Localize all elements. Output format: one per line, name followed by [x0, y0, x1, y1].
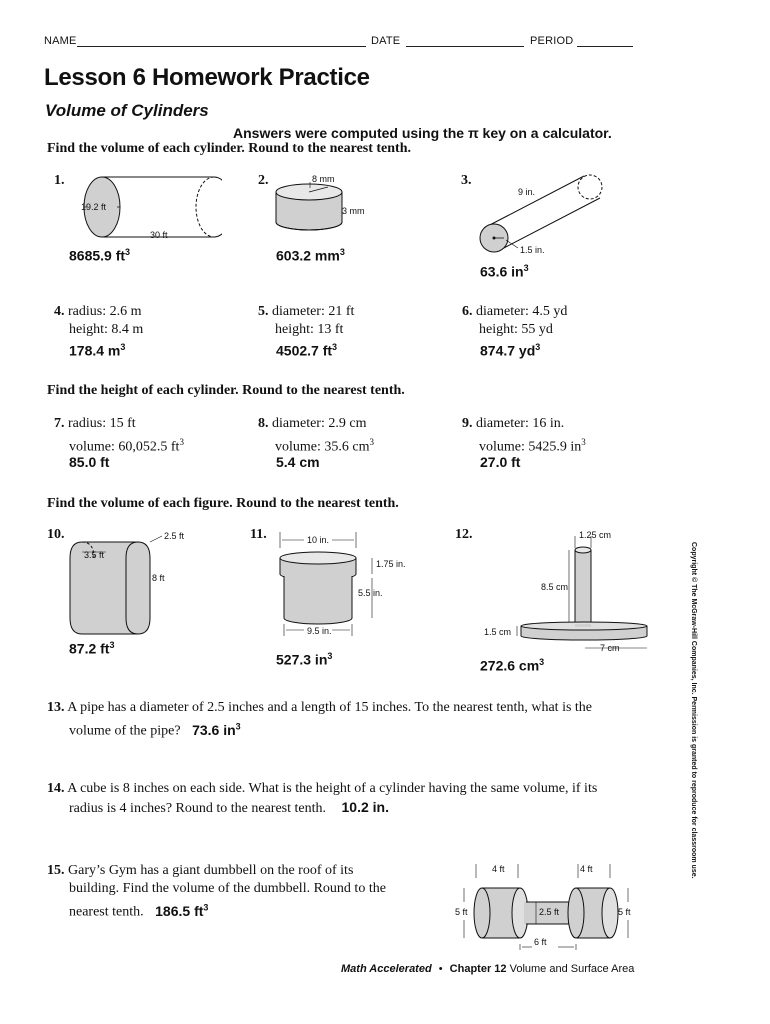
problem-9: 9. diameter: 16 in. volume: 5425.9 $in^3$ — [462, 416, 586, 455]
problem-10-width: 3.5 ft — [84, 550, 105, 560]
problem-7-answer: 85.0 ft — [69, 454, 110, 470]
problem-2-number: 2. — [258, 173, 269, 188]
page-subtitle: Volume of Cylinders — [45, 101, 209, 120]
problem-12-base-height: 1.5 cm — [484, 627, 512, 637]
problem-12-post-width: 1.25 cm — [579, 530, 612, 540]
date-label: DATE — [371, 35, 401, 47]
problem-3-radius: 1.5 in. — [520, 245, 545, 255]
problem-14: 14. A cube is 8 inches on each side. What is the height of a cylinder having the same volume, if its radius is 4 inches? Round to the nearest tenth. 10.2 in. — [47, 781, 598, 816]
problem-1-diameter: 19.2 ft — [81, 202, 107, 212]
period-line — [577, 46, 633, 47]
problem-10-number: 10. — [47, 527, 65, 542]
problem-10-height: 8 ft — [152, 573, 165, 583]
problem-7: 7. radius: 15 ft volume: 60,052.5 $ft^3$ — [54, 416, 184, 455]
section-height-cylinders: Find the height of each cylinder. Round to the nearest tenth. — [47, 383, 405, 398]
name-label: NAME — [44, 35, 77, 47]
problem-8-answer: 5.4 cm — [276, 454, 320, 470]
problem-5-answer: 4502.7 $ft^3$ — [276, 342, 338, 359]
problem-15-bar-length: 6 ft — [534, 937, 547, 947]
problem-6: 6. diameter: 4.5 yd height: 55 yd — [462, 304, 568, 337]
problem-10-answer: 87.2 $ft^3$ — [69, 640, 115, 657]
date-line — [406, 46, 524, 47]
problem-15-end-width-left: 4 ft — [492, 864, 505, 874]
problem-10-depth: 2.5 ft — [164, 531, 185, 541]
copyright-notice: Copyright © The McGraw-Hill Companies, Inc. Permission is granted to reproduce for classroom use. — [690, 542, 697, 879]
problem-13-answer: 73.6 $in^3$ — [192, 721, 241, 738]
problem-12-base-radius: 7 cm — [600, 643, 620, 653]
problem-3-number: 3. — [461, 173, 472, 188]
problem-15-answer: 186.5 $ft^3$ — [155, 902, 209, 919]
problem-1-length: 30 ft — [150, 230, 168, 240]
problem-15-end-width-right: 4 ft — [580, 864, 593, 874]
problem-15-end-height-right: 5 ft — [618, 907, 631, 917]
problem-14-answer: 10.2 in. — [341, 799, 389, 815]
problem-11-number: 11. — [250, 527, 267, 542]
problem-10-figure — [66, 528, 166, 640]
problem-12-post-height: 8.5 cm — [541, 582, 569, 592]
problem-2-answer: 603.2 $mm^3$ — [276, 247, 345, 264]
name-line — [77, 46, 366, 47]
problem-11-top-width: 10 in. — [307, 535, 330, 545]
problem-3-length: 9 in. — [518, 187, 536, 197]
problem-11-lid-height: 1.75 in. — [376, 559, 406, 569]
problem-2-height: 3 mm — [342, 206, 365, 216]
problem-12-answer: 272.6 $cm^3$ — [480, 657, 545, 674]
problem-8: 8. diameter: 2.9 cm volume: 35.6 $cm^3$ — [258, 416, 374, 455]
problem-5: 5. diameter: 21 ft height: 13 ft — [258, 304, 355, 337]
problem-13: 13. A pipe has a diameter of 2.5 inches and a length of 15 inches. To the nearest tenth, what is the volume of the pipe? 73.6 $in^3$ — [47, 700, 593, 739]
problem-2-diameter: 8 mm — [312, 174, 335, 184]
problem-12-number: 12. — [455, 527, 473, 542]
problem-4: 4. radius: 2.6 m height: 8.4 m — [54, 304, 144, 337]
problem-2-figure — [270, 180, 350, 236]
calculator-note: Answers were computed using the π key on a calculator. — [233, 125, 612, 141]
problem-15-end-height-left: 5 ft — [455, 907, 468, 917]
problem-9-answer: 27.0 ft — [480, 454, 521, 470]
section-volume-cylinders: Find the volume of each cylinder. Round to the nearest tenth. — [47, 141, 411, 156]
problem-15: 15. Gary’s Gym has a giant dumbbell on the roof of its building. Find the volume of the dumbbell. Round to the nearest tenth. 186.5 $ft^3$ — [47, 863, 386, 920]
problem-1-answer: 8685.9 $ft^3$ — [69, 247, 131, 264]
problem-11-answer: 527.3 $in^3$ — [276, 651, 333, 668]
page-footer: Math Accelerated • Chapter 12 Volume and Surface Area — [341, 963, 635, 975]
problem-4-answer: 178.4 $m^3$ — [69, 342, 126, 359]
period-label: PERIOD — [530, 35, 574, 47]
problem-11-body-height: 5.5 in. — [358, 588, 383, 598]
problem-3-answer: 63.6 $in^3$ — [480, 263, 529, 280]
problem-1-number: 1. — [54, 173, 65, 188]
page-title: Lesson 6 Homework Practice — [44, 64, 370, 91]
problem-6-answer: 874.7 $yd^3$ — [480, 342, 541, 359]
section-volume-figures: Find the volume of each figure. Round to the nearest tenth. — [47, 496, 399, 511]
problem-15-bar-height: 2.5 ft — [539, 907, 560, 917]
problem-11-bottom-width: 9.5 in. — [307, 626, 332, 636]
problem-12-figure — [485, 532, 665, 652]
